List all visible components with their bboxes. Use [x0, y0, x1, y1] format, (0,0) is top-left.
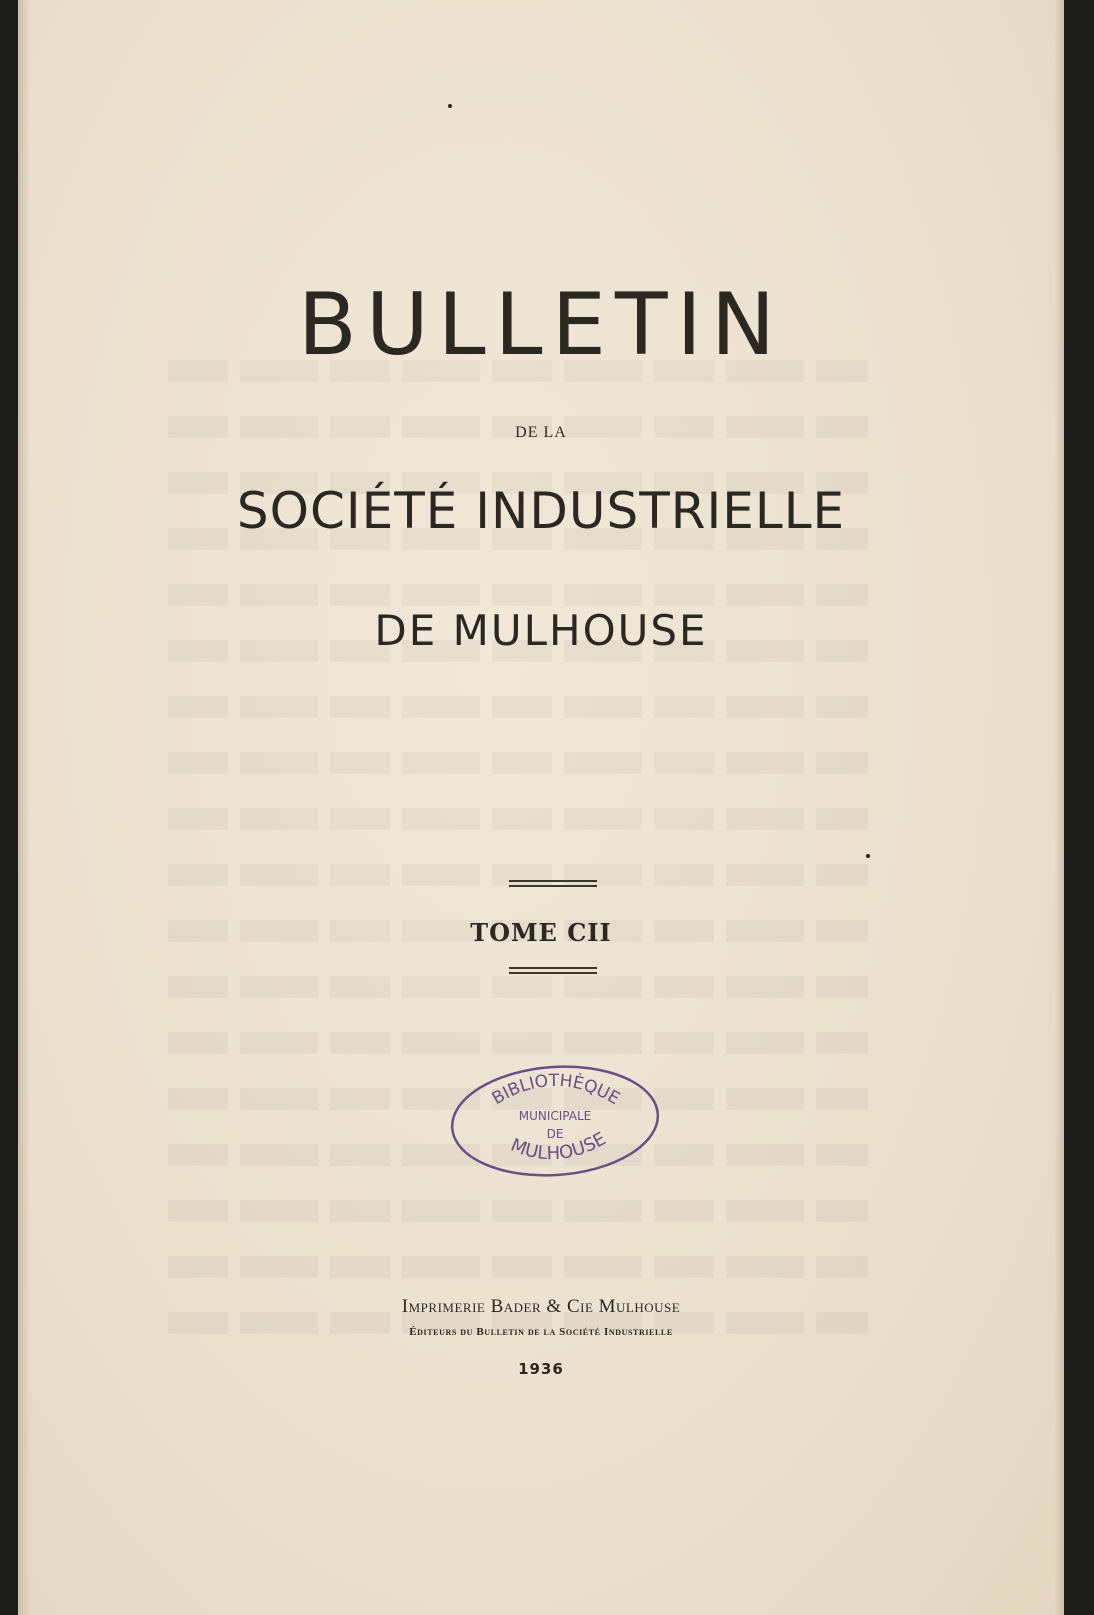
volume-label: TOME CII: [470, 918, 612, 947]
city-name: DE MULHOUSE: [374, 606, 708, 655]
paper-speck: [866, 854, 870, 858]
library-stamp: [448, 1062, 662, 1180]
double-rule-top: [509, 880, 597, 887]
title-page: [18, 0, 1064, 1615]
svg-text:BIBLIOTHÈQUE: [489, 1071, 623, 1109]
stamp-line-3: DE: [546, 1127, 564, 1141]
paper-speck: [448, 104, 452, 108]
bulletin-title: BULLETIN: [297, 275, 785, 375]
stamp-line-1: BIBLIOTHÈQUE: [488, 1070, 624, 1110]
editors-line: Éditeurs du Bulletin de la Société Industrielle: [409, 1326, 673, 1338]
printer-line: Imprimerie Bader & Cie Mulhouse: [401, 1296, 681, 1317]
title-connector: DE LA: [515, 424, 567, 441]
publication-year: 1936: [518, 1360, 564, 1378]
double-rule-bottom: [509, 967, 597, 974]
society-name: SOCIÉTÉ INDUSTRIELLE: [236, 482, 846, 540]
stamp-line-2: MUNICIPALE: [518, 1109, 592, 1123]
stamp-line-4: MULHOUSE: [507, 1128, 610, 1165]
